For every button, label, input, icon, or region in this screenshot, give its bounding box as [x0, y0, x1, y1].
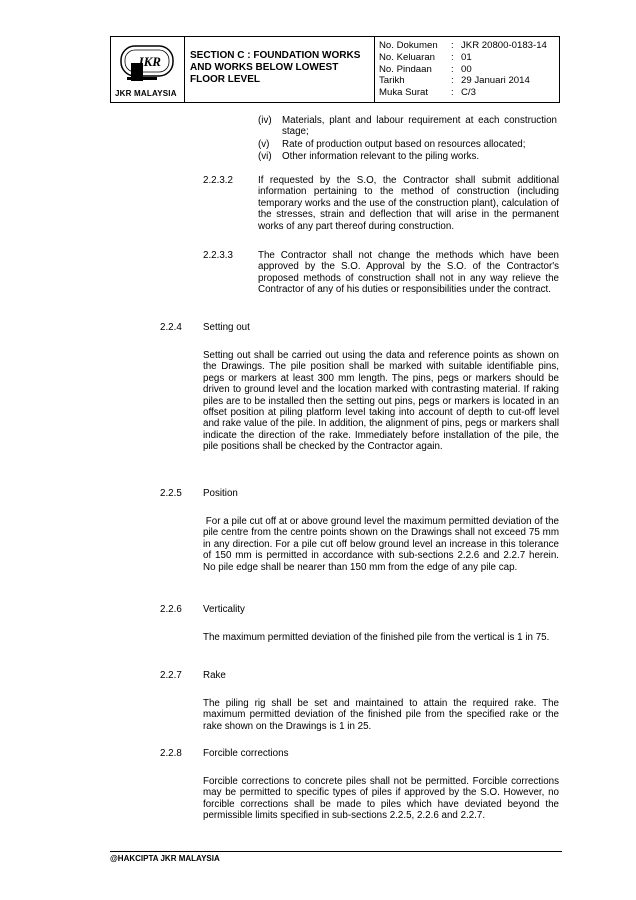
section-number: 2.2.5	[160, 488, 182, 499]
section-body: Setting out shall be carried out using the data and reference points as shown on the Drawings. The pile position shall be marked with suitable identifiable pins, pegs or markers at least 300 mm length. The pins, pegs or markers should be driven to ground level and the location marked with contrasting material. If raking piles are to be installed then the setting out pins, pegs or markers is located in an offset position at piling platform level taking into account of depth to cut-off level and rake value of the pile. In addition, the alignment of pins, pegs or markers shall indicate the direction of the rake. Immediately before installation of the pile, the pile positions shall be checked by the Contractor again.	[203, 350, 562, 453]
org-name: JKR MALAYSIA	[115, 89, 177, 98]
section-body: The piling rig shall be set and maintained to attain the required rake. The maximum permitted deviation of the finished pile from the specified rake or the rake shown on the Drawings is 1 in 25.	[203, 698, 562, 732]
section-number: 2.2.8	[160, 748, 182, 759]
section-number: 2.2.6	[160, 604, 182, 615]
meta-row	[379, 87, 547, 99]
section-heading: Rake	[203, 670, 226, 681]
footer-copyright: @HAKCIPTA JKR MALAYSIA	[110, 854, 220, 863]
meta-row	[379, 52, 547, 64]
section-title-cell	[185, 37, 375, 102]
section-heading: Setting out	[203, 322, 250, 333]
meta-row	[379, 40, 547, 52]
list-item-text: Rate of production output based on resources allocated;	[282, 139, 526, 150]
meta-key: Muka Surat	[379, 87, 429, 99]
section-body: Forcible corrections to concrete piles shall not be permitted. Forcible corrections may be permitted to specific types of piles if approved by the S.O. However, no forcible corrections shall be made to piles which have deviated beyond the permissible limits specified in sub-sections 2.2.5, 2.2.6 and 2.2.7.	[203, 776, 562, 822]
doc-meta-cell	[375, 37, 559, 102]
meta-sep: :	[451, 51, 454, 63]
section-number: 2.2.7	[160, 670, 182, 681]
doc-meta	[379, 40, 547, 99]
meta-key: No. Keluaran	[379, 51, 435, 63]
section-heading: Forcible corrections	[203, 748, 289, 759]
meta-sep: :	[451, 40, 454, 51]
list-item-text: Other information relevant to the piling works.	[282, 151, 480, 162]
meta-key: No. Dokumen	[379, 40, 438, 51]
logo-cell	[111, 37, 185, 102]
meta-sep: :	[451, 75, 454, 87]
meta-value: 29 Januari 2014	[461, 75, 530, 87]
meta-value: C/3	[461, 87, 476, 99]
section-title: SECTION C : FOUNDATION WORKS AND WORKS BELOW LOWEST FLOOR LEVEL	[190, 50, 361, 85]
meta-key: No. Pindaan	[379, 63, 432, 75]
footer-divider	[110, 851, 562, 852]
clause-number: 2.2.3.3	[203, 250, 233, 261]
clause-text: The Contractor shall not change the methods which have been approved by the S.O. Approval by the S.O. of the Contractor's proposed methods of construction shall not in any way relieve the Contractor of any of his duties or responsibilities under the contract.	[258, 250, 559, 296]
section-heading: Verticality	[203, 604, 245, 615]
list-item-number: (vi)	[258, 151, 272, 162]
list-item-number: (v)	[258, 139, 270, 150]
jkr-logo-icon	[117, 43, 177, 87]
document-header	[110, 36, 560, 103]
meta-value: 00	[461, 63, 472, 75]
meta-row	[379, 75, 547, 87]
meta-key: Tarikh	[379, 75, 405, 87]
meta-row	[379, 64, 547, 76]
meta-value: 01	[461, 51, 472, 63]
section-number: 2.2.4	[160, 322, 182, 333]
meta-sep: :	[451, 63, 454, 75]
clause-number: 2.2.3.2	[203, 175, 233, 186]
clause-text: If requested by the S.O, the Contractor shall submit additional information pertaining to the method of construction (including temporary works and the use of the construction plant), calculation of the stresses, strain and deflection that will arise in the permanent works of any part thereof during construction.	[258, 175, 559, 232]
logo-text: JKR	[137, 54, 161, 69]
meta-value: JKR 20800-0183-14	[461, 40, 547, 51]
list-item-text: Materials, plant and labour requirement at each construction stage;	[282, 115, 557, 138]
section-body: For a pile cut off at or above ground level the maximum permitted deviation of the pile centre from the centre points shown on the Drawings shall not exceed 75 mm in any direction. For a pile cut off below ground level an increase in this tolerance of 150 mm is permitted in accordance with sub-sections 2.2.6 and 2.2.7 herein. No pile edge shall be nearer than 150 mm from the edge of any pile cap.	[203, 516, 562, 573]
section-body: The maximum permitted deviation of the finished pile from the vertical is 1 in 75.	[203, 632, 550, 643]
meta-sep: :	[451, 87, 454, 99]
list-item-number: (iv)	[258, 115, 272, 126]
section-heading: Position	[203, 488, 238, 499]
